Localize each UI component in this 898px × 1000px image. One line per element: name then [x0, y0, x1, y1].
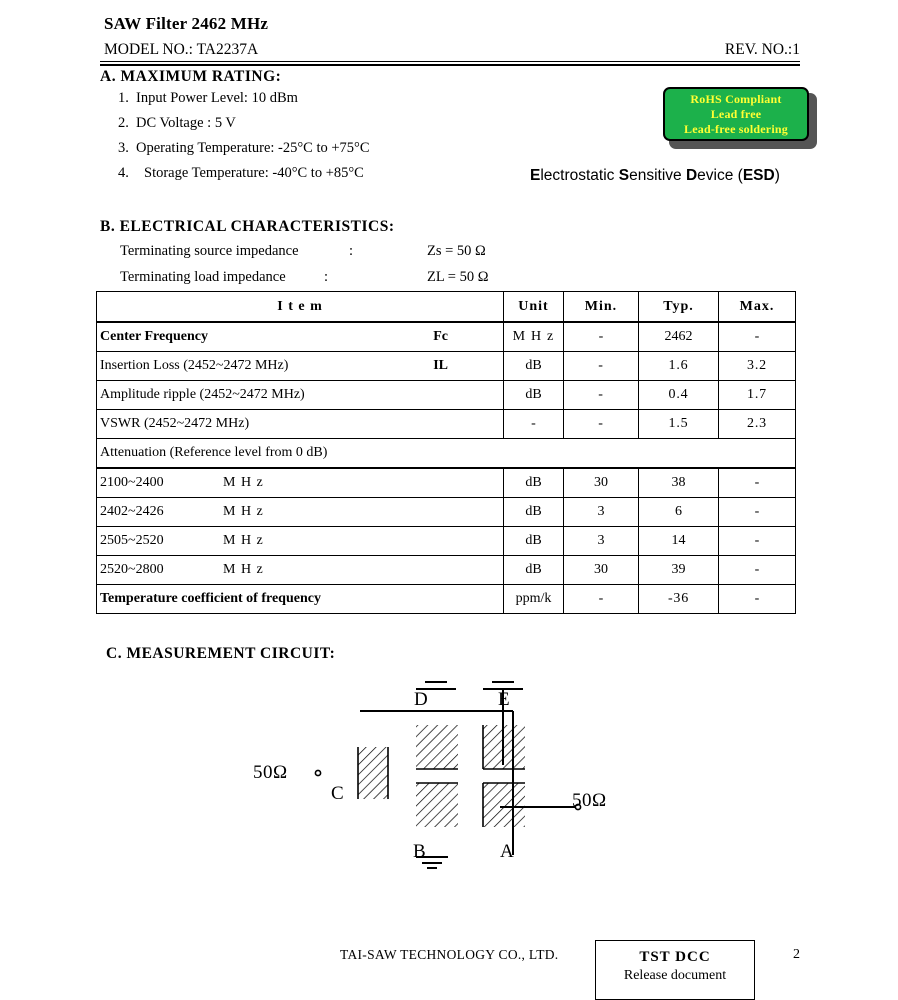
- circuit-node-a: A: [500, 841, 514, 862]
- header-rule-thin: [100, 61, 800, 62]
- row-min: -: [564, 585, 639, 614]
- revision-number: REV. NO.:1: [724, 41, 800, 58]
- list-item-number: 4.: [118, 165, 129, 181]
- list-item: [100, 165, 530, 190]
- row-frequency-unit: M H z: [223, 475, 264, 490]
- impedance-value: ZL = 50 Ω: [427, 269, 489, 285]
- column-header-unit: Unit: [504, 292, 564, 323]
- row-unit: M H z: [504, 322, 564, 352]
- attenuation-header-label: Attenuation (Reference level from 0 dB): [97, 439, 796, 469]
- impedance-value: Zs = 50 Ω: [427, 243, 486, 259]
- row-item-cell: [97, 322, 504, 352]
- row-item-cell: [97, 352, 504, 381]
- row-frequency-unit: M H z: [223, 562, 264, 577]
- row-min: 3: [564, 527, 639, 556]
- row-typ: 1.5: [639, 410, 719, 439]
- column-header-min: Min.: [564, 292, 639, 323]
- circuit-node-d: D: [414, 689, 428, 710]
- table-row: [97, 352, 796, 381]
- impedance-colon: :: [324, 269, 329, 285]
- table-row: [97, 381, 796, 410]
- rohs-line-2: Lead free: [710, 106, 762, 121]
- row-max: 2.3: [719, 410, 796, 439]
- row-typ: 39: [639, 556, 719, 585]
- column-header-typ: Typ.: [639, 292, 719, 323]
- rohs-badge-box: [663, 87, 809, 141]
- row-max: -: [719, 322, 796, 352]
- row-item-cell: [97, 410, 504, 439]
- row-item-name: Insertion Loss (2452~2472 MHz): [100, 358, 289, 373]
- terminating-source-impedance-row: [120, 243, 540, 265]
- circuit-node-e: E: [498, 689, 510, 710]
- row-unit: dB: [504, 468, 564, 498]
- esd-notice: [530, 167, 780, 185]
- page-title: SAW Filter 2462 MHz: [104, 14, 269, 33]
- row-typ: 1.6: [639, 352, 719, 381]
- table-row: [97, 527, 796, 556]
- row-item-cell: [97, 585, 504, 614]
- row-typ: -36: [639, 585, 719, 614]
- row-typ: 2462: [639, 322, 719, 352]
- row-item-cell: [97, 556, 504, 585]
- row-max: -: [719, 498, 796, 527]
- section-b-heading: B. ELECTRICAL CHARACTERISTICS:: [100, 218, 395, 235]
- esd-abbrev: ESD: [742, 167, 775, 184]
- column-header-item: I t e m: [97, 292, 504, 323]
- table-row: [97, 498, 796, 527]
- attenuation-header-row: [97, 439, 796, 469]
- circuit-node-b: B: [413, 841, 426, 862]
- esd-text-3: evice (: [697, 167, 743, 184]
- row-min: 30: [564, 556, 639, 585]
- table-row: [97, 322, 796, 352]
- row-unit: ppm/k: [504, 585, 564, 614]
- table-header-row: [97, 292, 796, 323]
- row-min: -: [564, 352, 639, 381]
- row-max: -: [719, 585, 796, 614]
- row-item-name: Temperature coefficient of frequency: [100, 591, 321, 606]
- esd-text-1: lectrostatic: [540, 167, 619, 184]
- list-item-number: 2.: [118, 115, 129, 131]
- row-item-cell: [97, 381, 504, 410]
- row-item-name: Amplitude ripple (2452~2472 MHz): [100, 387, 305, 402]
- list-item-label: Operating Temperature: -25°C to +75°C: [136, 140, 370, 156]
- model-number: MODEL NO.: TA2237A: [104, 41, 259, 58]
- electrical-characteristics-table: [96, 291, 796, 614]
- list-item: [100, 140, 530, 165]
- row-unit: dB: [504, 556, 564, 585]
- row-min: 3: [564, 498, 639, 527]
- row-item-symbol: Fc: [433, 329, 448, 344]
- section-a-heading: A. MAXIMUM RATING:: [100, 68, 282, 85]
- row-item-name: Center Frequency: [100, 329, 208, 344]
- impedance-label: Terminating load impedance: [120, 269, 286, 285]
- row-item-cell: [97, 498, 504, 527]
- row-unit: -: [504, 410, 564, 439]
- row-min: -: [564, 381, 639, 410]
- table-row: [97, 468, 796, 498]
- row-item-cell: [97, 527, 504, 556]
- row-item-cell: [97, 468, 504, 498]
- row-frequency-unit: M H z: [223, 504, 264, 519]
- esd-text-2: ensitive: [629, 167, 686, 184]
- row-unit: dB: [504, 352, 564, 381]
- row-typ: 14: [639, 527, 719, 556]
- row-unit: dB: [504, 527, 564, 556]
- rohs-badge: [663, 87, 823, 152]
- header-rule-thick: [100, 64, 800, 66]
- row-max: -: [719, 527, 796, 556]
- row-frequency-range: 2402~2426: [100, 504, 164, 519]
- row-unit: dB: [504, 498, 564, 527]
- load-impedance-label: 50Ω: [572, 790, 607, 811]
- impedance-colon: :: [349, 243, 354, 259]
- row-min: -: [564, 322, 639, 352]
- rohs-line-1: RoHS Compliant: [690, 91, 782, 106]
- table-row: [97, 585, 796, 614]
- row-min: 30: [564, 468, 639, 498]
- list-item: [100, 90, 530, 115]
- source-impedance-label: 50Ω: [253, 762, 288, 783]
- rohs-line-3: Lead-free soldering: [684, 121, 788, 136]
- list-item-label: Storage Temperature: -40°C to +85°C: [144, 165, 364, 181]
- row-typ: 6: [639, 498, 719, 527]
- maximum-rating-list: [100, 90, 530, 190]
- row-frequency-unit: M H z: [223, 533, 264, 548]
- list-item-number: 3.: [118, 140, 129, 156]
- esd-text-4: ): [774, 167, 780, 184]
- row-item-symbol: IL: [433, 358, 448, 373]
- dcc-title: TST DCC: [639, 949, 711, 965]
- list-item-number: 1.: [118, 90, 129, 106]
- row-unit: dB: [504, 381, 564, 410]
- row-item-name: VSWR (2452~2472 MHz): [100, 416, 250, 431]
- section-c-heading: C. MEASUREMENT CIRCUIT:: [106, 645, 336, 662]
- row-min: -: [564, 410, 639, 439]
- row-typ: 38: [639, 468, 719, 498]
- model-rev-row: [100, 41, 800, 61]
- row-frequency-range: 2505~2520: [100, 533, 164, 548]
- row-frequency-range: 2520~2800: [100, 562, 164, 577]
- row-typ: 0.4: [639, 381, 719, 410]
- measurement-circuit-diagram: [230, 655, 660, 895]
- impedance-label: Terminating source impedance: [120, 243, 299, 259]
- list-item: [100, 115, 530, 140]
- circuit-node-c: C: [331, 783, 344, 804]
- row-max: 1.7: [719, 381, 796, 410]
- list-item-label: Input Power Level: 10 dBm: [136, 90, 298, 106]
- row-frequency-range: 2100~2400: [100, 475, 164, 490]
- esd-cap-e: E: [530, 167, 541, 184]
- row-max: -: [719, 556, 796, 585]
- dcc-subtitle: Release document: [623, 968, 727, 983]
- esd-cap-d: D: [685, 167, 698, 184]
- table-row: [97, 556, 796, 585]
- row-max: 3.2: [719, 352, 796, 381]
- page-number: 2: [793, 947, 800, 962]
- footer-company-name: TAI-SAW TECHNOLOGY CO., LTD.: [340, 947, 559, 962]
- list-item-label: DC Voltage : 5 V: [136, 115, 236, 131]
- esd-cap-s: S: [618, 167, 630, 184]
- table-row: [97, 410, 796, 439]
- dcc-stamp-box: [595, 940, 755, 1000]
- row-max: -: [719, 468, 796, 498]
- column-header-max: Max.: [719, 292, 796, 323]
- terminating-load-impedance-row: [120, 269, 540, 291]
